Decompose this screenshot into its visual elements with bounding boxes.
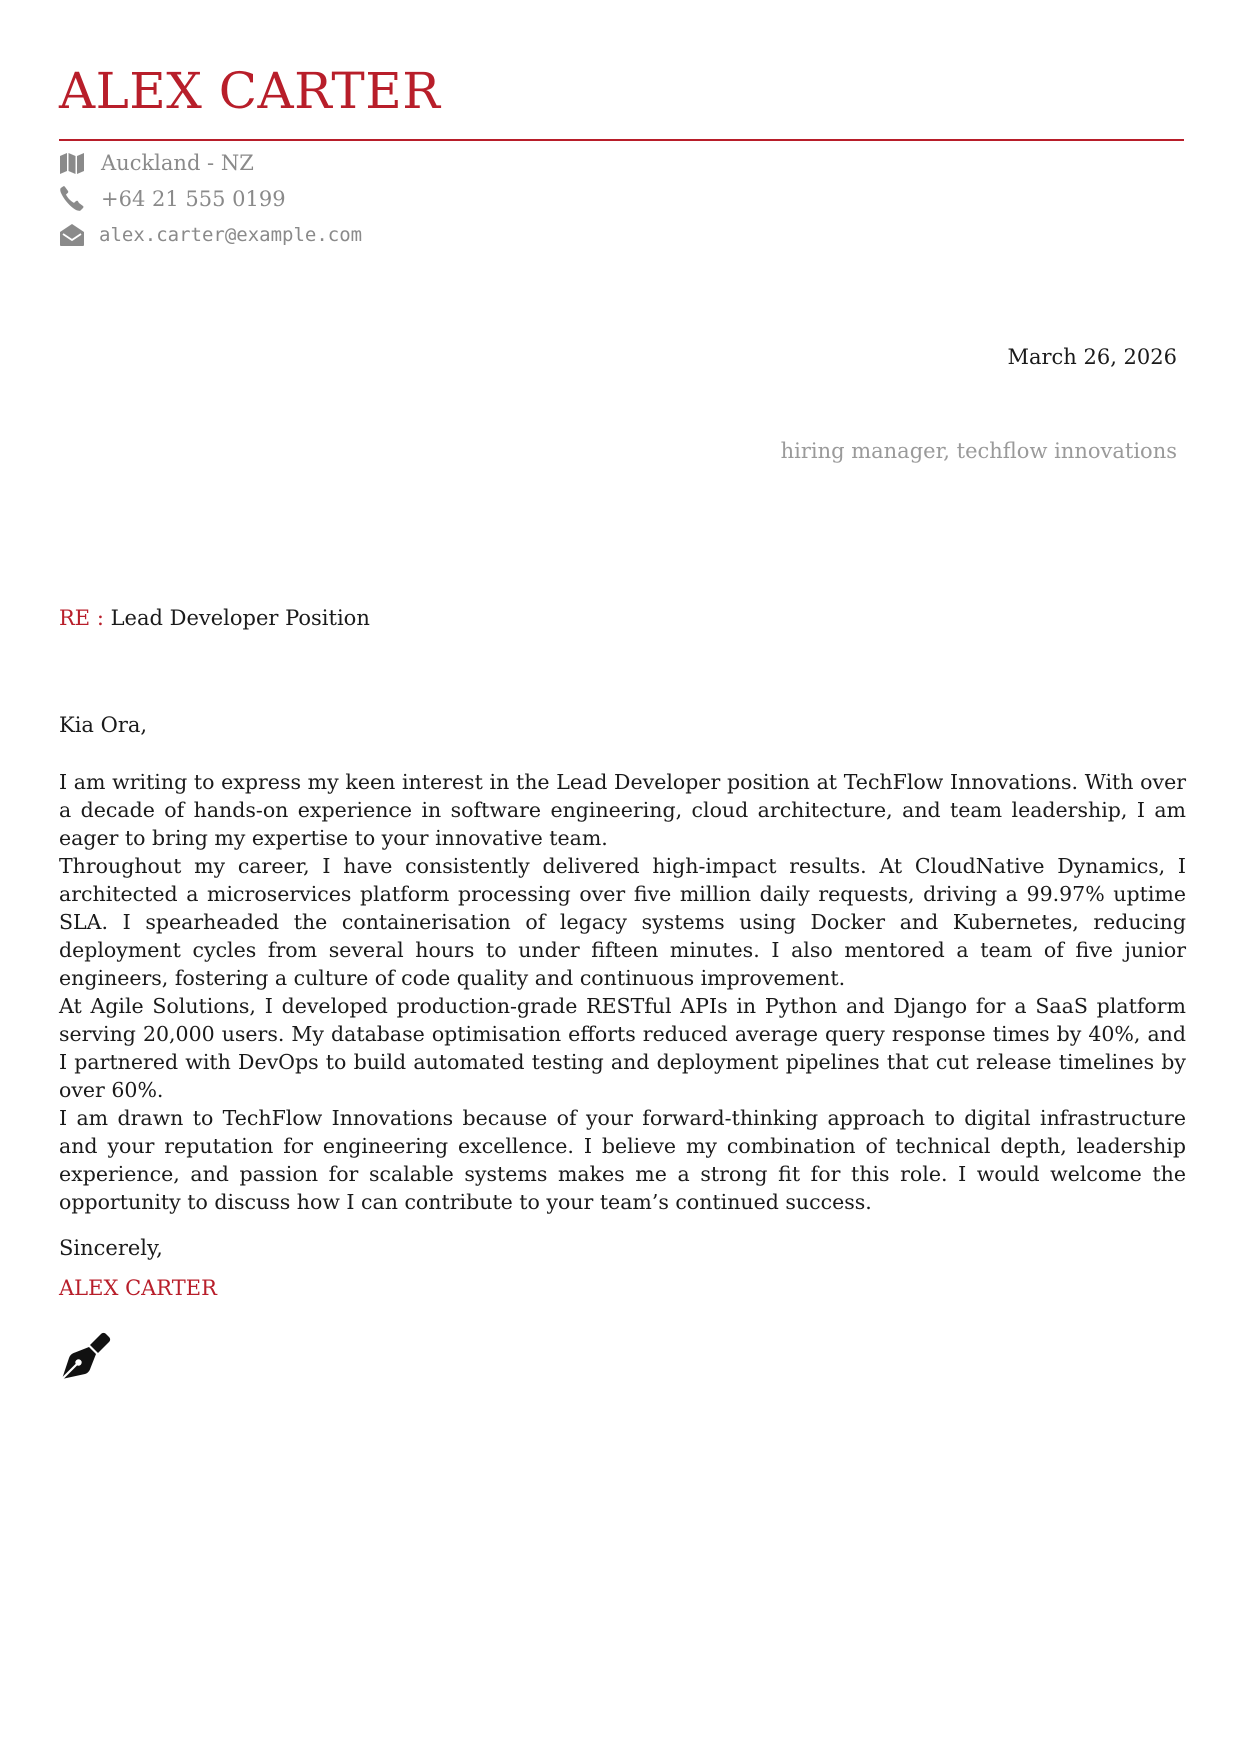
phone-icon [59,186,85,212]
fountain-pen-icon [59,1330,111,1382]
phone-text: +64 21 555 0199 [101,187,286,211]
location-text: Auckland - NZ [101,151,254,175]
letter-date: March 26, 2026 [1007,345,1177,369]
letter-body [59,768,1186,1216]
salutation: Kia Ora, [59,713,148,737]
subject-label: RE : [59,606,104,630]
body-paragraph: I am writing to express my keen interest in the Lead Developer position at TechFlow Innovations. With over a decade of hands-on experience in software engineering, cloud architecture, and team leadership, I am eager to bring my expertise to your innovative team. [59,770,1186,850]
body-paragraph: I am drawn to TechFlow Innovations because of your forward-thinking approach to digital infrastructure and your reputation for engineering excellence. I believe my combination of technical depth, leadership experience, and passion for scalable systems makes me a strong fit for this role. I would welcome the opportunity to discuss how I can contribute to your team’s continued success. [59,1106,1186,1214]
subject-line [59,606,370,630]
contact-phone [59,185,286,213]
body-paragraph: At Agile Solutions, I developed production-grade RESTful APIs in Python and Django for a SaaS platform serving 20,000 users. My database optimisation efforts reduced average query response times by 40%, and I partnered with DevOps to build automated testing and deployment pipelines that cut release timelines by over 60%. [59,994,1186,1102]
envelope-icon [59,222,85,248]
header-divider [59,139,1184,141]
applicant-name: ALEX CARTER [59,62,441,120]
signature-name: ALEX CARTER [59,1276,217,1300]
body-paragraph: Throughout my career, I have consistently delivered high-impact results. At CloudNative Dynamics, I architected a microservices platform processing over five million daily requests, driving a 99.97% uptime SLA. I spearheaded the containerisation of legacy systems using Docker and Kubernetes, reducing deployment cycles from several hours to under fifteen minutes. I also mentored a team of five junior engineers, fostering a culture of code quality and continuous improvement. [59,854,1186,990]
recipient-line: hiring manager, techflow innovations [780,439,1177,463]
map-icon [59,150,85,176]
subject-text: Lead Developer Position [110,606,370,630]
contact-email [59,221,362,249]
contact-location [59,149,254,177]
closing: Sincerely, [59,1236,163,1260]
email-link[interactable]: alex.carter@example.com [99,224,363,246]
